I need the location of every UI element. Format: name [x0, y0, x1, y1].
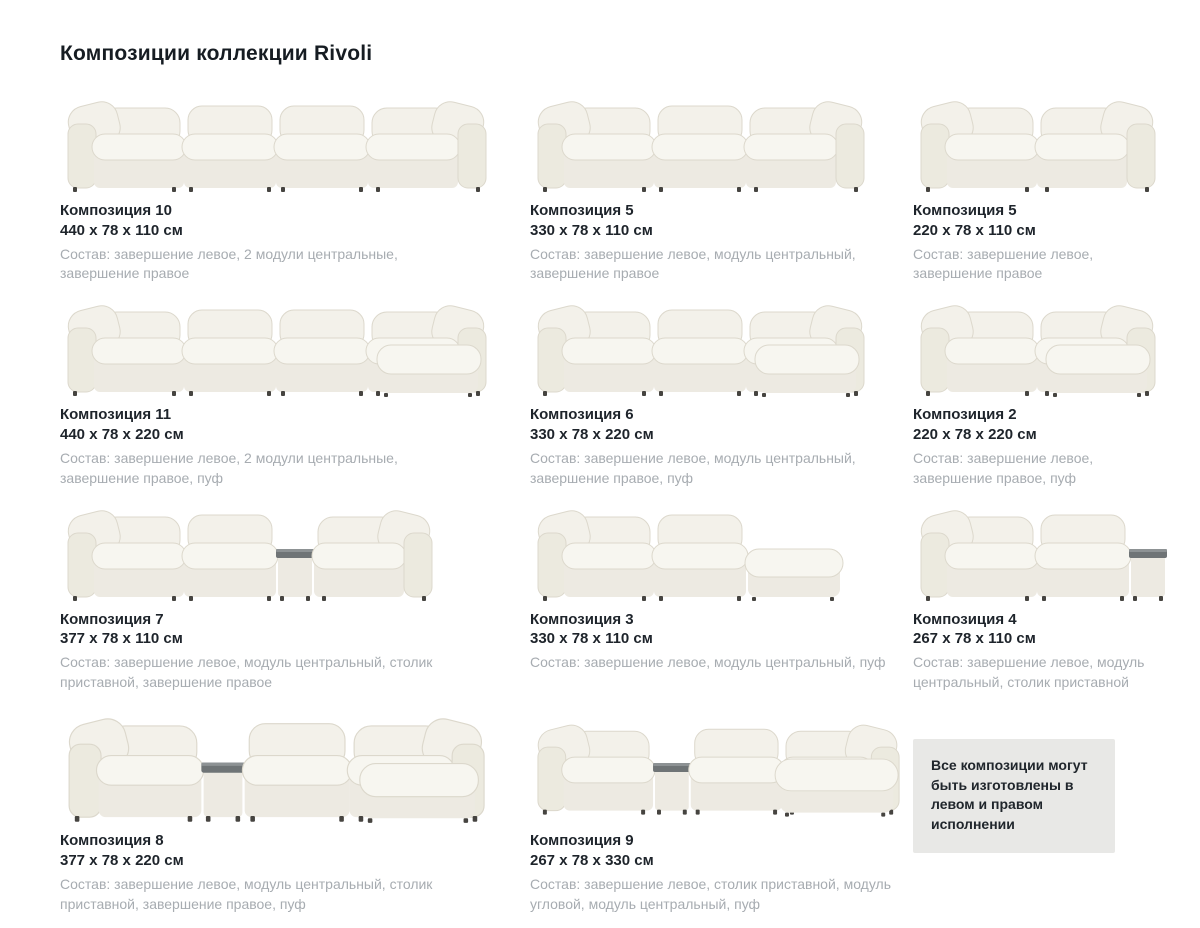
composition-dimensions: 330 x 78 x 110 см — [530, 221, 653, 239]
composition-dimensions: 220 x 78 x 220 см — [913, 426, 1037, 444]
composition-title: Композиция 5 — [913, 202, 1017, 219]
composition-structure: Состав: завершение левое, 2 модули центральные, завершение правое — [60, 245, 398, 282]
composition-card — [60, 707, 530, 928]
composition-card — [530, 707, 913, 928]
composition-structure: Состав: завершение левое, 2 модули центральные, завершение правое, пуф — [60, 449, 398, 486]
composition-card — [913, 94, 1200, 298]
sofa-image — [913, 503, 1200, 603]
composition-card — [530, 503, 913, 707]
sofa-image — [913, 298, 1200, 398]
composition-title: Композиция 3 — [530, 610, 634, 628]
composition-title: Композиция 8 — [60, 832, 164, 850]
sofa-image — [530, 94, 913, 194]
page-title: Композиции коллекции Rivoli — [60, 42, 373, 65]
composition-title: Композиция 4 — [913, 610, 1017, 628]
composition-dimensions: 220 x 78 x 110 см — [913, 221, 1036, 239]
composition-dimensions: 377 x 78 x 110 см — [60, 630, 183, 648]
composition-structure: Состав: завершение левое, модуль центральный, столик приставной, завершение правое — [60, 654, 433, 691]
composition-title: Композиция 7 — [60, 610, 164, 628]
composition-structure: Состав: завершение левое, модуль центральный, пуф — [530, 654, 886, 671]
compositions-grid — [60, 94, 1200, 928]
composition-structure: Состав: завершение левое, модуль центральный, столик приставной, завершение правое, пуф — [60, 875, 433, 912]
composition-structure: Состав: завершение левое, модуль центральный, завершение правое — [530, 245, 856, 282]
sofa-image — [60, 298, 530, 398]
composition-title: Композиция 10 — [60, 202, 172, 219]
composition-structure: Состав: завершение левое, модуль центральный, завершение правое, пуф — [530, 449, 856, 486]
note-box: Все композиции могут быть изготовлены в левом и правом исполнении — [913, 739, 1115, 853]
composition-card — [530, 94, 913, 298]
composition-dimensions: 267 x 78 x 110 см — [913, 630, 1036, 648]
composition-title: Композиция 5 — [530, 202, 634, 219]
composition-structure: Состав: завершение левое, модуль центральный, столик приставной — [913, 654, 1145, 691]
composition-dimensions: 267 x 78 x 330 см — [530, 851, 654, 869]
composition-title: Композиция 2 — [913, 406, 1017, 424]
sofa-image — [530, 298, 913, 398]
sofa-image — [530, 707, 913, 824]
note-cell — [913, 707, 1200, 928]
composition-structure: Состав: завершение левое, завершение правое, пуф — [913, 449, 1094, 486]
sofa-image — [60, 94, 530, 194]
composition-dimensions: 330 x 78 x 110 см — [530, 630, 653, 648]
composition-card — [530, 298, 913, 502]
sofa-image — [60, 503, 530, 603]
composition-dimensions: 440 x 78 x 110 см — [60, 221, 183, 239]
composition-card — [913, 503, 1200, 707]
composition-structure: Состав: завершение левое, завершение правое — [913, 245, 1094, 282]
composition-title: Композиция 6 — [530, 406, 634, 424]
composition-card — [60, 298, 530, 502]
sofa-image — [530, 503, 913, 603]
sofa-image — [60, 707, 530, 824]
composition-title: Композиция 9 — [530, 832, 634, 850]
composition-dimensions: 440 x 78 x 220 см — [60, 426, 184, 444]
composition-card — [913, 298, 1200, 502]
composition-dimensions: 330 x 78 x 220 см — [530, 426, 654, 444]
composition-card — [60, 94, 530, 298]
composition-card — [60, 503, 530, 707]
composition-title: Композиция 11 — [60, 406, 172, 424]
sofa-image — [913, 94, 1200, 194]
composition-structure: Состав: завершение левое, столик приставной, модуль угловой, модуль центральный, пуф — [530, 875, 891, 912]
composition-dimensions: 377 x 78 x 220 см — [60, 851, 184, 869]
